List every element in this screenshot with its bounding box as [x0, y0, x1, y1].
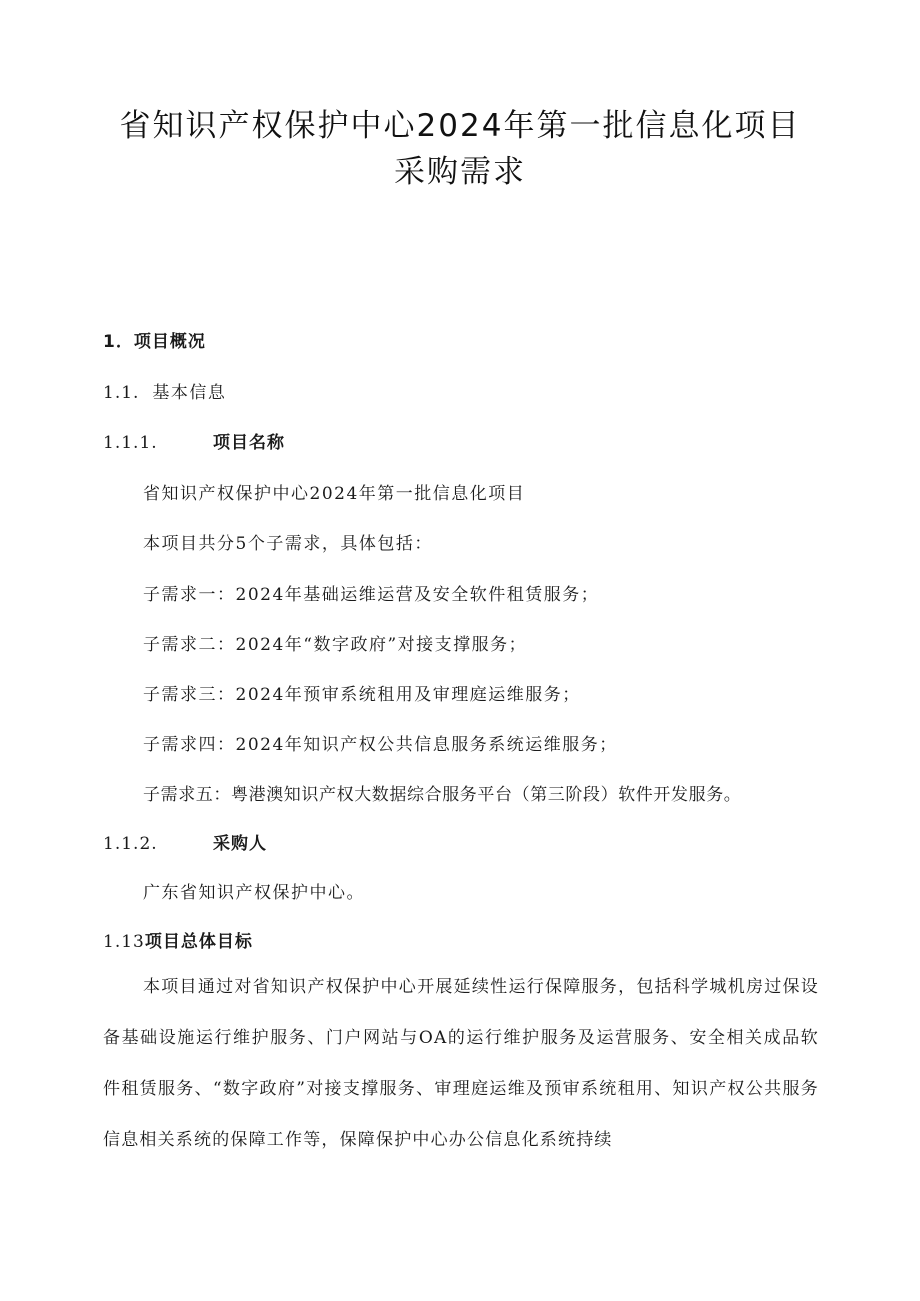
item-label: 项目名称	[213, 433, 285, 453]
sub-requirement-5: 子需求五：粤港澳知识产权大数据综合服务平台（第三阶段）软件开发服务。	[143, 785, 742, 805]
subsection-number: 1.1.	[103, 383, 140, 403]
document-title-line-1: 省知识产权保护中心2024年第一批信息化项目	[119, 108, 801, 144]
subsection-overall-goal-heading	[103, 929, 253, 955]
sub-requirement-1: 子需求一：2024年基础运维运营及安全软件租赁服务；	[143, 585, 600, 605]
sub-requirement-2: 子需求二：2024年“数字政府”对接支撑服务；	[143, 635, 528, 655]
subsection-label: 基本信息	[152, 383, 227, 403]
subsection-label: 项目总体目标	[144, 932, 253, 952]
project-name-text: 省知识产权保护中心2024年第一批信息化项目	[143, 484, 526, 504]
subsection-number: 1.13	[103, 932, 145, 952]
sub-requirements-intro: 本项目共分5个子需求，具体包括：	[143, 534, 433, 554]
item-label: 采购人	[213, 834, 267, 854]
overall-goal-paragraph: 本项目通过对省知识产权保护中心开展延续性运行保障服务，包括科学城机房过保设备基础设施运行维护服务、门户网站与OA的运行维护服务及运营服务、安全相关成品软件租赁服务、“数字政府”对接支撑服务、审理庭运维及预审系统租用、知识产权公共服务信息相关系统的保障工作等，保障保护中心办公信息化系统持续	[103, 977, 819, 1150]
item-number: 1.1.2.	[103, 834, 158, 854]
section-heading-project-overview: 1．项目概况	[103, 332, 206, 352]
document-title-line-2: 采购需求	[394, 154, 526, 190]
item-number: 1.1.1.	[103, 433, 158, 453]
subsection-basic-info	[103, 380, 226, 406]
purchaser-name: 广东省知识产权保护中心。	[143, 883, 365, 903]
sub-requirement-3: 子需求三：2024年预审系统租用及审理庭运维服务；	[143, 685, 581, 705]
item-purchaser-heading	[103, 831, 267, 857]
sub-requirement-4: 子需求四：2024年知识产权公共信息服务系统运维服务；	[143, 735, 618, 755]
item-project-name-heading	[103, 430, 285, 456]
